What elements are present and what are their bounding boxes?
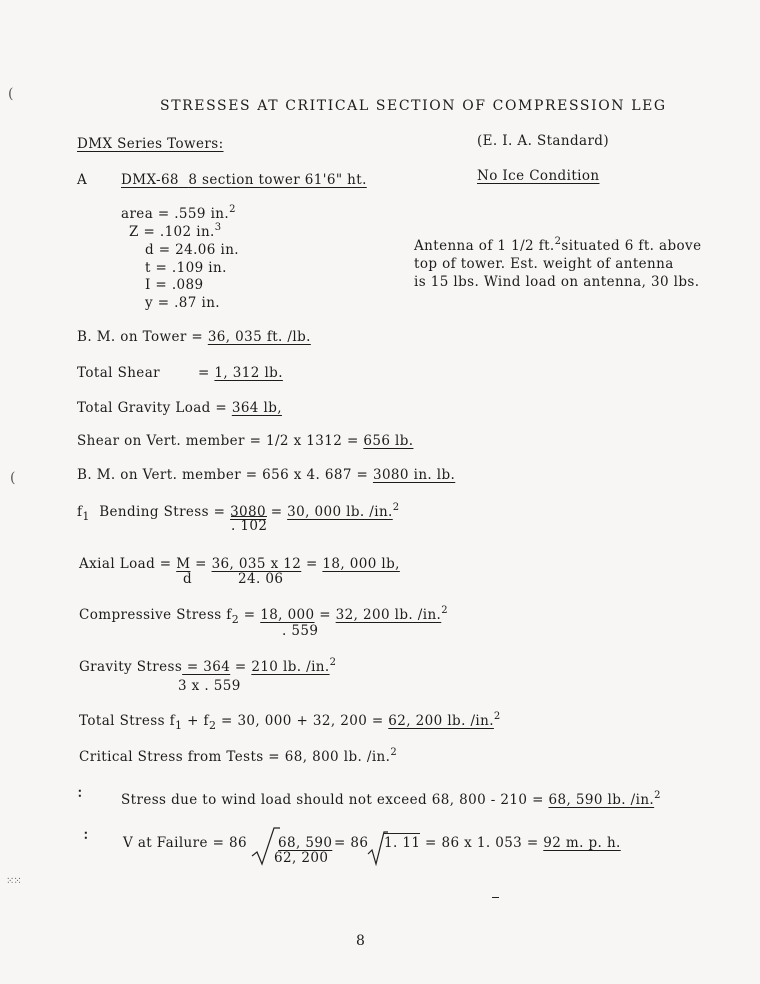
standard-label: (E. I. A. Standard)	[477, 133, 610, 149]
total-gravity-load: Total Gravity Load = 364 lb,	[77, 400, 282, 416]
failure-denominator: 62, 200	[274, 850, 329, 866]
axial-d: d	[183, 571, 193, 587]
compressive-stress: Compressive Stress $f_2 = 18$, 000 = 32, 200 lb. /in.$^2$	[79, 605, 449, 626]
axial-denominator: 24. 06	[238, 571, 284, 587]
failure-numerator: 68, 590	[278, 835, 333, 851]
condition-label: No Ice Condition	[477, 168, 600, 184]
therefore-symbol: ∶	[84, 828, 91, 844]
bm-tower: B. M. on Tower = 36, 035 ft. /lb.	[77, 329, 311, 345]
total-shear: Total Shear = 1, 312 lb.	[77, 365, 283, 381]
f1-denominator: . 102	[231, 518, 268, 534]
prop-area: area = .559 in.$^2$	[121, 204, 236, 222]
antenna-line-3: is 15 lbs. Wind load on antenna, 30 lbs.	[414, 274, 700, 290]
bm-vert-member: B. M. on Vert. member = 656 x 4. 687 = 3080 in. lb.	[77, 467, 456, 483]
prop-d: d = 24.06 in.	[145, 242, 239, 258]
margin-smudge: ⁙⁙	[6, 876, 21, 887]
prop-y: y = .87 in.	[145, 295, 220, 311]
prop-i: I = .089	[145, 277, 204, 293]
critical-stress: Critical Stress from Tests = 68, 800 lb. /in.$^2$	[79, 747, 398, 765]
page-number: 8	[356, 933, 366, 949]
margin-mark: (	[8, 86, 14, 102]
prop-t: t = .109 in.	[145, 260, 227, 276]
wind-load-limit: Stress due to wind load should not exceed 68, 800 - 210 = 68, 590 lb. /in.$^2$	[121, 790, 661, 808]
gravity-denominator: 3 x . 559	[178, 678, 241, 694]
therefore-symbol: ∶	[78, 786, 85, 802]
stray-dash	[492, 897, 499, 898]
shear-vert-member: Shear on Vert. member = 1/2 x 1312 = 656 lb.	[77, 433, 414, 449]
gravity-stress: Gravity Stress = 364 = 210 lb. /in.$^2$	[79, 657, 337, 675]
failure-mid: = 86	[334, 835, 369, 851]
margin-mark: (	[10, 470, 16, 486]
section-letter: A	[77, 172, 88, 188]
antenna-line-1: Antenna of 1 1/2 ft.$^2$situated 6 ft. above	[414, 236, 702, 254]
compressive-denominator: . 559	[282, 623, 319, 639]
f1-bending-stress: $f_1$ Bending Stress = 3080 = 30, 000 lb. /in.$^2$	[77, 502, 400, 523]
page-title: STRESSES AT CRITICAL SECTION OF COMPRESSION LEG	[160, 98, 667, 114]
failure-result: 1. 11 = 86 x 1. 053 = 92 m. p. h.	[384, 835, 621, 851]
tower-model: DMX-68 8 section tower 61'6" ht.	[121, 172, 367, 188]
failure-label: V at Failure = 86	[123, 835, 247, 851]
prop-z: Z = .102 in.$^3$	[129, 222, 222, 240]
series-heading: DMX Series Towers:	[77, 136, 224, 152]
total-stress: Total Stress $f_1 + f_2 = 30$, 000 + 32, 200 = 62, 200 lb. /in.$^2$	[79, 711, 501, 732]
axial-load: Axial Load = M = 36, 035 x 12 = 18, 000 lb,	[79, 556, 400, 572]
antenna-line-2: top of tower. Est. weight of antenna	[414, 256, 674, 272]
